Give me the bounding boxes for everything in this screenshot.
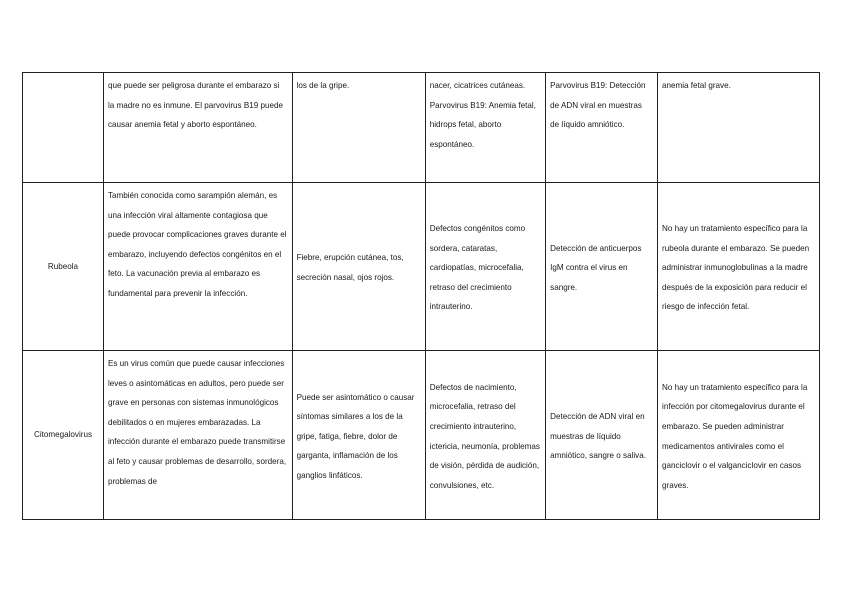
effects-text: nacer, cicatrices cutáneas. Parvovirus B19: Anemia fetal, hidrops fetal, aborto espontáneo. (429, 81, 536, 149)
treatment-cell (658, 351, 820, 520)
disease-name: Rubeola (47, 261, 79, 271)
effects-text: Defectos congénitos como sordera, cataratas, cardiopatías, microcefalia, retraso del crecimiento intrauterino. (429, 224, 526, 312)
diagnosis-text: Detección de anticuerpos IgM contra el virus en sangre. (550, 243, 642, 292)
disease-name-cell (23, 351, 104, 520)
symptoms-text: los de la gripe. (296, 81, 350, 90)
disease-name-cell (23, 183, 104, 351)
diagnosis-cell (546, 183, 658, 351)
description-text: que puede ser peligrosa durante el embarazo si la madre no es inmune. El parvovirus B19 puede causar anemia fetal y aborto espontáneo. (107, 81, 283, 130)
description-cell (103, 73, 292, 183)
symptoms-cell (292, 183, 425, 351)
symptoms-cell (292, 351, 425, 520)
treatment-text: No hay un tratamiento específico para la infección por citomegalovirus durante el embarazo. Se pueden administrar medicamentos antivirales como el ganciclovir o el valganciclovir en casos graves. (662, 382, 808, 490)
effects-cell (425, 73, 545, 183)
treatment-cell (658, 183, 820, 351)
treatment-cell (658, 73, 820, 183)
effects-cell (425, 183, 545, 351)
description-text: También conocida como sarampión alemán, es una infección viral altamente contagiosa que puede provocar complicaciones graves durante el embarazo, incluyendo defectos congénitos en el feto. La vacunación previa al embarazo es fundamental para prevenir la infección. (107, 191, 287, 298)
treatment-text: anemia fetal grave. (662, 81, 731, 90)
effects-cell (425, 351, 545, 520)
disease-name-cell (23, 73, 104, 183)
diagnosis-cell (546, 351, 658, 520)
diagnosis-cell (546, 73, 658, 183)
description-cell (103, 351, 292, 520)
effects-text: Defectos de nacimiento, microcefalia, retraso del crecimiento intrauterino, ictericia, neumonía, problemas de visión, pérdida de audición, convulsiones, etc. (429, 382, 540, 490)
symptoms-text: Puede ser asintomático o causar síntomas similares a los de la gripe, fatiga, fiebre, dolor de garganta, inflamación de los ganglios linfáticos. (296, 392, 415, 480)
diagnosis-text: Parvovirus B19: Detección de ADN viral en muestras de líquido amniótico. (550, 81, 646, 130)
table-row-citomegalovirus (23, 351, 820, 520)
description-text: Es un virus común que puede causar infecciones leves o asintomáticas en adultos, pero puede ser grave en personas con sistemas inmunológicos debilitados o en mujeres embarazadas. La infección durante el embarazo puede transmitirse al feto y causar problemas de desarrollo, sordera, problemas de (107, 359, 287, 486)
treatment-text: No hay un tratamiento específico para la rubeola durante el embarazo. Se pueden administrar inmunoglobulinas a la madre después de la exposición para reducir el riesgo de infección fetal. (662, 224, 810, 312)
table-row-rubeola (23, 183, 820, 351)
diagnosis-text: Detección de ADN viral en muestras de líquido amniótico, sangre o saliva. (550, 412, 646, 461)
infections-table (22, 72, 820, 520)
symptoms-cell (292, 73, 425, 183)
disease-name: Citomegalovirus (33, 430, 92, 440)
description-cell (103, 183, 292, 351)
table-row-parvovirus (23, 73, 820, 183)
symptoms-text: Fiebre, erupción cutánea, tos, secreción nasal, ojos rojos. (296, 253, 404, 282)
